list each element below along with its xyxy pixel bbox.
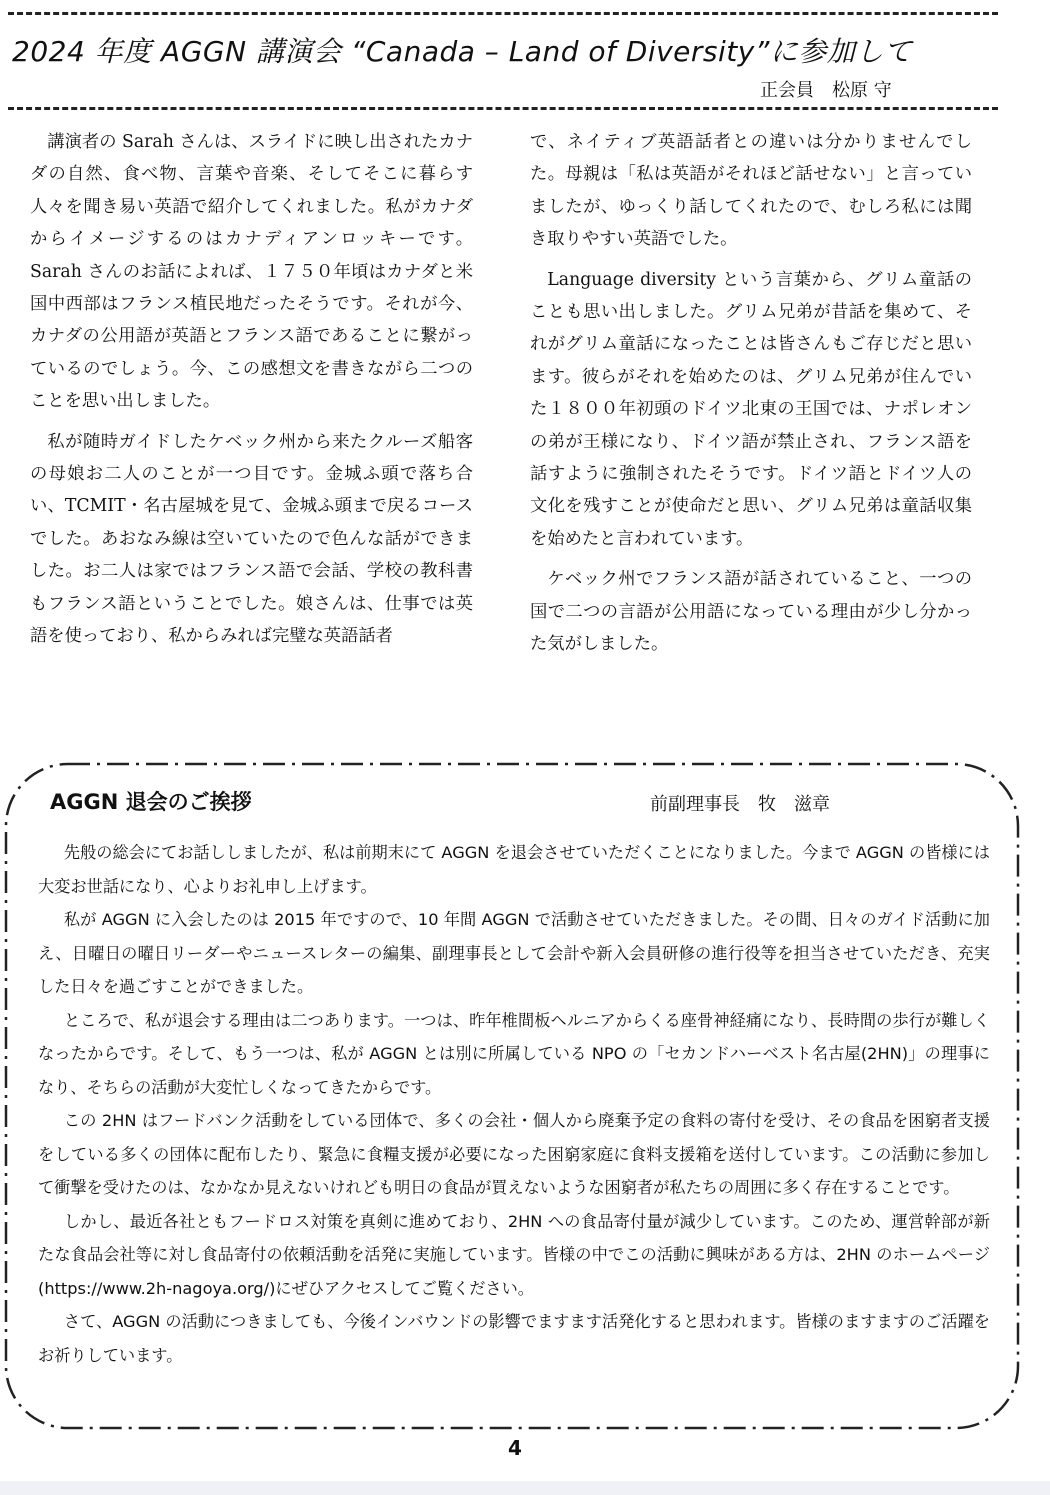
article-column-left (30, 126, 473, 661)
article-author: 正会員 松原 守 (760, 80, 892, 101)
farewell-paragraph: ところで、私が退会する理由は二つあります。一つは、昨年椎間板ヘルニアからくる座骨神経痛になり、長時間の歩行が難しくなったからです。そして、もう一つは、私が AGGN とは別に所属している NPO の「セカンドハーベスト名古屋(2HN)」の理事になり、そちらの活動が大変忙しくなってきたからです。 (38, 1010, 990, 1097)
article-paragraph: で、ネイティブ英語話者との違いは分かりませんでした。母親は「私は英語がそれほど話せない」と言っていましたが、ゆっくり話してくれたので、むしろ私には聞き取りやすい英語でした。 (530, 132, 972, 250)
top-dashed-rule (8, 12, 998, 15)
farewell-title: AGGN 退会のご挨拶 (50, 790, 252, 814)
article-column-right (530, 126, 972, 669)
farewell-paragraph: この 2HN はフードバンク活動をしている団体で、多くの会社・個人から廃棄予定の食料の寄付を受け、その食品を困窮者支援をしている多くの団体に配布したり、緊急に食糧支援が必要になった困窮家庭に食料支援箱を送付しています。この活動に参加して衝撃を受けたのは、なかなか見えないけれども明日の食品が買えないような困窮者が私たちの周囲に多く存在することです。 (38, 1111, 990, 1197)
article-paragraph: Language diversity という言葉から、グリム童話のことも思い出しました。グリム兄弟が昔話を集めて、それがグリム童話になったことは皆さんもご存じだと思います。彼らがそれを始めたのは、グリム兄弟が住んでいた１８００年初頭のドイツ北東の王国では、ナポレオンの弟が王様になり、ドイツ語が禁止され、フランス語を話すように強制されたそうです。ドイツ語とドイツ人の文化を残すことが使命だと思い、グリム兄弟は童話収集を始めたと言われています。 (530, 269, 972, 549)
article-title: 2024 年度 AGGN 講演会 “Canada – Land of Diversity”に参加して (12, 35, 913, 68)
article-paragraph: 私が随時ガイドしたケベック州から来たクルーズ船客の母娘お二人のことが一つ目です。金城ふ頭で落ち合い、TCMIT・名古屋城を見て、金城ふ頭まで戻るコースでした。あおなみ線は空いていたので色んな話ができました。お二人は家ではフランス語で会話、学校の教科書もフランス語ということでした。娘さんは、仕事では英語を使っており、私からみれば完璧な英語話者 (30, 431, 473, 647)
farewell-paragraph: しかし、最近各社ともフードロス対策を真剣に進めており、2HN への食品寄付量が減少しています。このため、運営幹部が新たな食品会社等に対し食品寄付の依頼活動を活発に実施しています。皆様の中でこの活動に興味がある方は、2HN のホームページ(https://www.2h-nagoya.org/)にぜひアクセスしてご覧ください。 (38, 1211, 990, 1298)
page-number: 4 (508, 1436, 522, 1460)
farewell-body (38, 836, 990, 1372)
article-paragraph: ケベック州でフランス語が話されていること、一つの国で二つの言語が公用語になっている理由が少し分かった気がしました。 (530, 569, 972, 655)
farewell-paragraph: 私が AGGN に入会したのは 2015 年ですので、10 年間 AGGN で活動させていただきました。その間、日々のガイド活動に加え、日曜日の曜日リーダーやニュースレターの編集、副理事長として会計や新入会員研修の進行役等を担当させていただき、充実した日々を過ごすことができました。 (38, 910, 990, 996)
farewell-author: 前副理事長 牧 滋章 (650, 794, 830, 815)
farewell-paragraph: 先般の総会にてお話ししましたが、私は前期末にて AGGN を退会させていただくことになりました。今まで AGGN の皆様には大変お世話になり、心よりお礼申し上げます。 (38, 843, 990, 896)
title-dashed-rule (8, 107, 998, 110)
article-paragraph: 講演者の Sarah さんは、スライドに映し出されたカナダの自然、食べ物、言葉や音楽、そしてそこに暮らす人々を聞き易い英語で紹介してくれました。私がカナダからイメージするのはカナディアンロッキーです。Sarah さんのお話によれば、１７５０年頃はカナダと米国中西部はフランス植民地だったそうです。それが今、カナダの公用語が英語とフランス語であることに繋がっているのでしょう。今、この感想文を書きながら二つのことを思い出しました。 (30, 132, 473, 412)
page-bottom-band (0, 1481, 1050, 1495)
farewell-paragraph: さて、AGGN の活動につきましても、今後インバウンドの影響でますます活発化すると思われます。皆様のますますのご活躍をお祈りしています。 (38, 1312, 990, 1365)
